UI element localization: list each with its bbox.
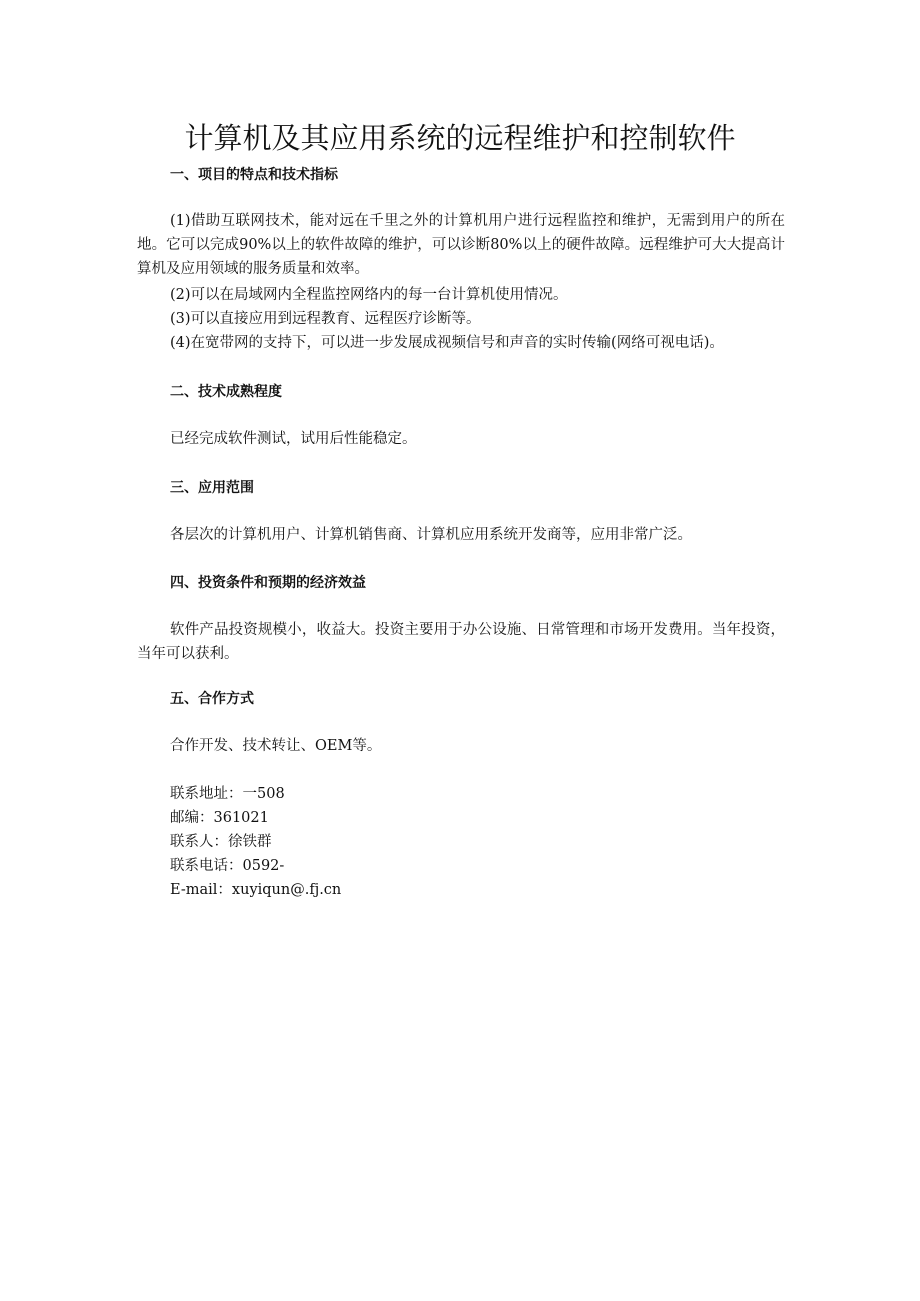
contact-phone: 联系电话：0592-: [170, 858, 285, 874]
document-title: 计算机及其应用系统的远程维护和控制软件: [184, 121, 736, 155]
cooperation-text: 合作开发、技术转让、OEM等。: [170, 738, 382, 754]
contact-person: 联系人：徐铁群: [170, 834, 272, 850]
scope-text: 各层次的计算机用户、计算机销售商、计算机应用系统开发商等，应用非常广泛。: [170, 527, 692, 543]
feature-item-1: (1)借助互联网技术，能对远在千里之外的计算机用户进行远程监控和维护，无需到用户的所在地。它可以完成90%以上的软件故障的维护，可以诊断80%以上的硬件故障。远程维护可大大提高计算机及应用领域的服务质量和效率。: [137, 213, 785, 277]
section-heading-cooperation: 五、合作方式: [170, 691, 254, 707]
section-heading-investment: 四、投资条件和预期的经济效益: [170, 575, 366, 591]
contact-email: E-mail：xuyiqun@.fj.cn: [170, 882, 342, 898]
maturity-text: 已经完成软件测试，试用后性能稳定。: [170, 431, 417, 447]
section-heading-features: 一、项目的特点和技术指标: [170, 167, 338, 183]
investment-text: 软件产品投资规模小，收益大。投资主要用于办公设施、日常管理和市场开发费用。当年投资，当年可以获利。: [137, 622, 785, 662]
contact-address: 联系地址：一508: [170, 786, 285, 802]
section-heading-maturity: 二、技术成熟程度: [170, 384, 282, 400]
contact-postcode: 邮编：361021: [170, 810, 269, 826]
feature-item-3: (3)可以直接应用到远程教育、远程医疗诊断等。: [170, 311, 481, 327]
section-heading-scope: 三、应用范围: [170, 480, 254, 496]
feature-item-4: (4)在宽带网的支持下，可以进一步发展成视频信号和声音的实时传输(网络可视电话)。: [170, 335, 724, 351]
feature-item-2: (2)可以在局域网内全程监控网络内的每一台计算机使用情况。: [170, 287, 568, 303]
